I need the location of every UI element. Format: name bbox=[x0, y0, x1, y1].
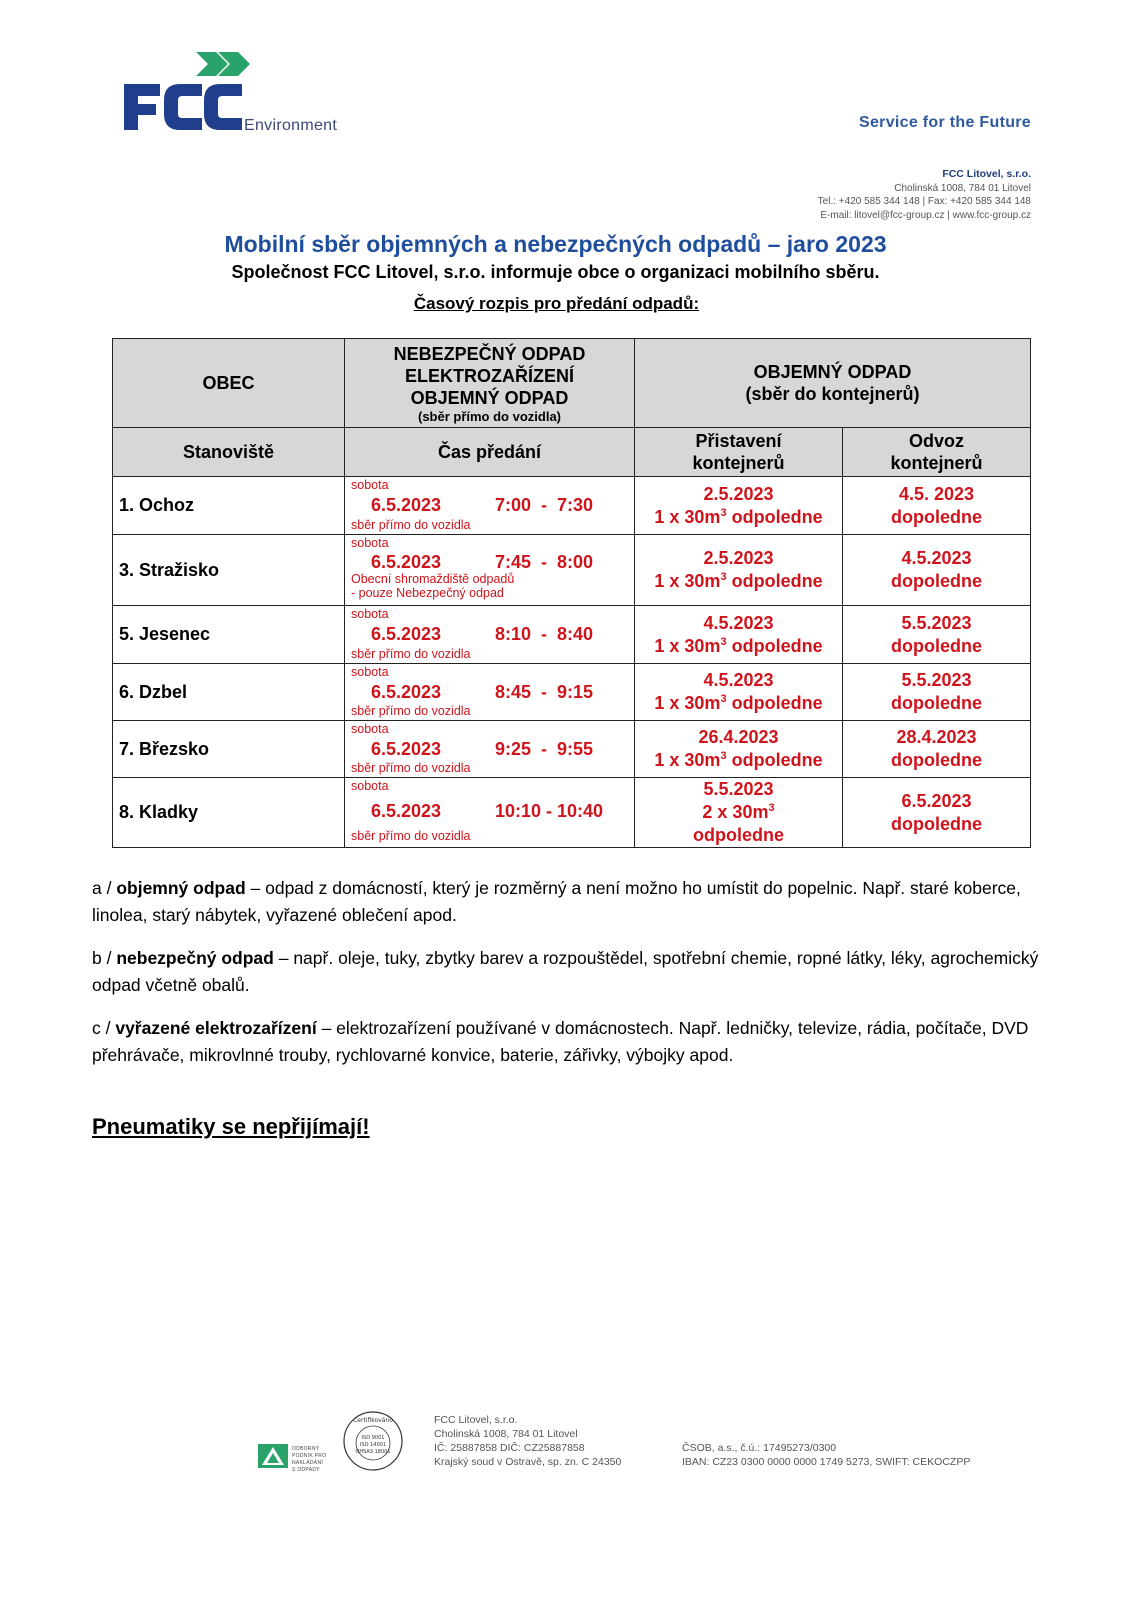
subheader-pickup: Odvoz kontejnerů bbox=[843, 428, 1031, 477]
row-pickup bbox=[843, 664, 1031, 721]
row-obec: 3. Stražisko bbox=[113, 535, 345, 606]
logo-c-letter bbox=[164, 84, 202, 130]
svg-text:ISO 9001: ISO 9001 bbox=[361, 1435, 385, 1441]
row-note-2: - pouze Nebezpečný odpad bbox=[351, 586, 504, 600]
row-time: 10:10 - 10:40 bbox=[495, 801, 604, 821]
certification-seal-icon bbox=[342, 1410, 404, 1472]
row-pickup-date: 6.5.2023 bbox=[901, 790, 972, 811]
row-date: 6.5.2023 bbox=[371, 682, 442, 702]
row-note: sběr přímo do vozidla bbox=[351, 647, 471, 661]
table-row bbox=[113, 606, 1031, 664]
company-address: Cholinská 1008, 784 01 Litovel bbox=[894, 182, 1031, 194]
row-date: 6.5.2023 bbox=[371, 495, 442, 515]
row-pickup-when: dopoledne bbox=[891, 813, 982, 834]
table-row bbox=[113, 721, 1031, 778]
row-deliver-when: odpoledne bbox=[731, 693, 823, 713]
row-deliver-qty: 1 x 30m bbox=[654, 693, 721, 713]
row-obec: 8. Kladky bbox=[113, 778, 345, 848]
row-pickup bbox=[843, 535, 1031, 606]
svg-text:ISO 14001: ISO 14001 bbox=[359, 1442, 387, 1448]
row-obec: 5. Jesenec bbox=[113, 606, 345, 664]
row-day: sobota bbox=[351, 779, 389, 793]
logo-f-letter bbox=[124, 84, 160, 130]
waste-company-badge-icon bbox=[258, 1444, 288, 1468]
tagline: Service for the Future bbox=[859, 114, 1031, 131]
row-deliver-unit-exp: 3 bbox=[720, 571, 727, 583]
row-pickup-when: dopoledne bbox=[891, 750, 982, 770]
row-deliver-when: odpoledne bbox=[731, 506, 823, 527]
svg-text:Certifikováno: Certifikováno bbox=[353, 1417, 393, 1424]
logo-subtext: Environment bbox=[244, 117, 338, 134]
row-time: 8:45 - 9:15 bbox=[495, 682, 594, 702]
row-pickup-date: 4.5. 2023 bbox=[898, 483, 975, 504]
row-date: 6.5.2023 bbox=[371, 624, 442, 644]
page-subtitle: Společnost FCC Litovel, s.r.o. informuje obce o organizaci mobilního sběru. bbox=[231, 262, 880, 282]
row-deliver-when: odpoledne bbox=[731, 571, 823, 591]
row-pickup-when: dopoledne bbox=[891, 506, 982, 527]
header-direct-collection: NEBEZPEČNÝ ODPAD ELEKTROZAŘÍZENÍ OBJEMNÝ ODPAD (sběr přímo do vozidla) bbox=[345, 339, 635, 428]
row-deliver-when: odpoledne bbox=[731, 750, 823, 770]
row-day: sobota bbox=[351, 536, 389, 550]
row-pickup-date: 5.5.2023 bbox=[901, 670, 972, 690]
row-obec: 7. Březsko bbox=[113, 721, 345, 778]
row-deliver-qty: 1 x 30m bbox=[654, 635, 721, 656]
row-deliver-date: 4.5.2023 bbox=[703, 670, 774, 690]
row-date: 6.5.2023 bbox=[371, 801, 442, 821]
row-deliver bbox=[635, 535, 843, 606]
company-email-web: E-mail: litovel@fcc-group.cz | www.fcc-group.cz bbox=[820, 209, 1031, 221]
subheader-deliver: Přistavení kontejnerů bbox=[635, 428, 843, 477]
row-pickup bbox=[843, 477, 1031, 535]
table-row bbox=[113, 535, 1031, 606]
row-deliver bbox=[635, 606, 843, 664]
definition-bulky-waste: a / objemný odpad – odpad z domácností, který je rozměrný a není možno ho umístit do popelnic. Např. staré koberce, linolea, starý nábytek, vyřazené oblečení apod. bbox=[92, 878, 1021, 925]
row-day: sobota bbox=[351, 607, 389, 621]
table-subheader-row bbox=[113, 428, 1031, 477]
row-pickup bbox=[843, 778, 1031, 848]
row-deliver-unit-exp: 3 bbox=[720, 750, 727, 762]
company-contact-block bbox=[818, 168, 1031, 222]
row-deliver bbox=[635, 477, 843, 535]
row-pickup bbox=[843, 721, 1031, 778]
row-deliver-date: 26.4.2023 bbox=[698, 727, 779, 747]
row-pickup-date: 4.5.2023 bbox=[901, 548, 972, 568]
row-note: sběr přímo do vozidla bbox=[351, 518, 471, 532]
page-title: Mobilní sběr objemných a nebezpečných odpadů – jaro 2023 bbox=[224, 231, 887, 257]
row-pickup-when: dopoledne bbox=[891, 693, 982, 713]
footer-bank-info: ČSOB, a.s., č.ú.: 17495273/0300 IBAN: CZ23 0300 0000 0000 1749 5273, SWIFT: CEKOCZPP bbox=[682, 1442, 971, 1468]
row-deliver-qty: 1 x 30m bbox=[654, 750, 721, 770]
row-deliver-date: 2.5.2023 bbox=[703, 548, 774, 568]
row-time-cell bbox=[345, 664, 635, 721]
table-row bbox=[113, 477, 1031, 535]
row-deliver-qty: 1 x 30m bbox=[654, 571, 721, 591]
row-deliver-when: odpoledne bbox=[731, 635, 823, 656]
logo-c-letter bbox=[204, 84, 242, 130]
badge-text: ODBORNÝ PODNIK PRO NAKLÁDÁNÍ S ODPADY bbox=[292, 1446, 327, 1473]
row-deliver bbox=[635, 664, 843, 721]
row-deliver-unit-exp: 3 bbox=[720, 635, 727, 648]
row-time-cell bbox=[345, 721, 635, 778]
row-deliver-qty: 1 x 30m bbox=[654, 506, 721, 527]
row-note: sběr přímo do vozidla bbox=[351, 761, 471, 775]
row-deliver-unit-exp: 3 bbox=[720, 506, 727, 519]
row-pickup-when: dopoledne bbox=[891, 635, 982, 656]
row-pickup bbox=[843, 606, 1031, 664]
row-day: sobota bbox=[351, 478, 389, 492]
row-time-cell bbox=[345, 778, 635, 848]
row-deliver bbox=[635, 721, 843, 778]
schedule-heading: Časový rozpis pro předání odpadů: bbox=[413, 294, 700, 313]
row-deliver bbox=[635, 778, 843, 848]
row-deliver-date: 2.5.2023 bbox=[703, 483, 774, 504]
header-bulk-collection: OBJEMNÝ ODPAD (sběr do kontejnerů) bbox=[635, 339, 1031, 428]
row-time: 9:25 - 9:55 bbox=[495, 739, 594, 759]
footer-address: FCC Litovel, s.r.o. Cholinská 1008, 784 01 Litovel IČ: 25887858 DIČ: CZ25887858 Krajský soud v Ostravě, sp. zn. C 24350 bbox=[434, 1414, 622, 1468]
company-phone-fax: Tel.: +420 585 344 148 | Fax: +420 585 344 148 bbox=[817, 196, 1031, 207]
row-deliver-date: 4.5.2023 bbox=[703, 612, 774, 633]
row-deliver-unit-exp: 3 bbox=[768, 802, 775, 814]
row-deliver-qty: 2 x 30m bbox=[702, 802, 769, 822]
row-day: sobota bbox=[351, 665, 389, 679]
row-time: 7:00 - 7:30 bbox=[495, 495, 594, 515]
row-note: Obecní shromaždiště odpadů bbox=[351, 572, 515, 586]
definition-hazardous-waste: b / nebezpečný odpad – např. oleje, tuky, zbytky barev a rozpouštědel, spotřební chemie, ropné látky, léky, agrochemický odpad včetně obalů. bbox=[92, 948, 1039, 995]
svg-text:OHSAS 18001: OHSAS 18001 bbox=[355, 1449, 391, 1455]
tires-notice: Pneumatiky se nepřijímají! bbox=[92, 1114, 370, 1139]
schedule-table bbox=[112, 338, 1031, 848]
row-time: 7:45 - 8:00 bbox=[495, 552, 594, 572]
row-time: 8:10 - 8:40 bbox=[495, 624, 594, 644]
company-name: FCC Litovel, s.r.o. bbox=[942, 168, 1031, 180]
row-obec: 1. Ochoz bbox=[113, 477, 345, 535]
row-note: sběr přímo do vozidla bbox=[351, 829, 471, 843]
row-pickup-when: dopoledne bbox=[891, 571, 982, 591]
row-deliver-unit-exp: 3 bbox=[720, 693, 727, 705]
table-row bbox=[113, 664, 1031, 721]
row-date: 6.5.2023 bbox=[371, 739, 442, 759]
row-pickup-date: 28.4.2023 bbox=[896, 727, 977, 747]
row-note: sběr přímo do vozidla bbox=[351, 704, 471, 718]
row-time-cell bbox=[345, 477, 635, 535]
row-obec: 6. Dzbel bbox=[113, 664, 345, 721]
table-header-row bbox=[113, 339, 1031, 428]
subheader-site: Stanoviště bbox=[113, 428, 345, 477]
definition-electronics: c / vyřazené elektrozařízení – elektrozařízení používané v domácnostech. Např. ledničky, televize, rádia, počítače, DVD přehrávače, mikrovlnné trouby, rychlovarné konvice, baterie, zářivky, výbojky apod. bbox=[92, 1018, 1029, 1065]
subheader-time: Čas předání bbox=[345, 428, 635, 477]
row-deliver-when: odpoledne bbox=[693, 825, 784, 845]
row-deliver-date: 5.5.2023 bbox=[703, 779, 774, 799]
header-obec: OBEC bbox=[113, 339, 345, 428]
row-time-cell bbox=[345, 606, 635, 664]
row-pickup-date: 5.5.2023 bbox=[901, 612, 972, 633]
table-row bbox=[113, 778, 1031, 848]
row-day: sobota bbox=[351, 722, 389, 736]
row-date: 6.5.2023 bbox=[371, 552, 442, 572]
row-time-cell bbox=[345, 535, 635, 606]
